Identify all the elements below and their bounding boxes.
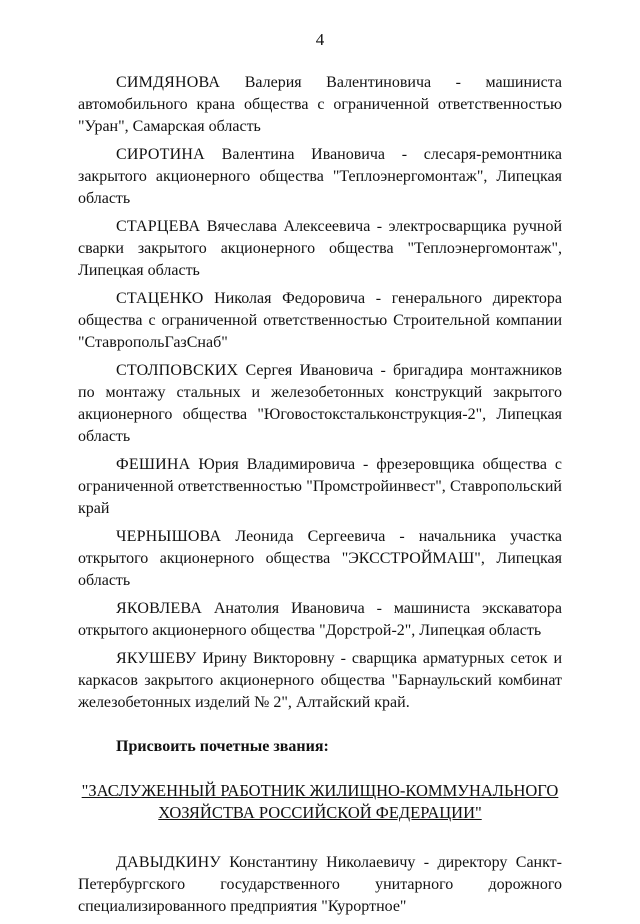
document-body xyxy=(78,72,562,924)
award-surname: СТАРЦЕВА xyxy=(116,218,201,235)
award-entry xyxy=(78,852,562,918)
award-surname: ФЕШИНА xyxy=(116,456,191,473)
award-surname: СТОЛПОВСКИХ xyxy=(116,362,239,379)
award-entry xyxy=(78,648,562,714)
award-entry xyxy=(78,526,562,592)
honorary-title xyxy=(78,780,562,824)
award-entry xyxy=(78,144,562,210)
award-details: Константину Николаевичу - директору Санкт-Петербургского государственного унитарного дорожного специализированного предприятия "Курортное" xyxy=(78,854,562,915)
award-details: Анатолия Ивановича - машиниста экскаватора открытого акционерного общества "Дорстрой-2", Липецкая область xyxy=(78,600,562,639)
honorary-title-line: "ЗАСЛУЖЕННЫЙ РАБОТНИК ЖИЛИЩНО-КОММУНАЛЬНОГО xyxy=(81,781,559,800)
award-details: Леонида Сергеевича - начальника участка открытого акционерного общества "ЭКССТРОЙМАШ", Липецкая область xyxy=(78,528,562,589)
award-entry xyxy=(78,454,562,520)
award-entry xyxy=(78,72,562,138)
award-surname: СИРОТИНА xyxy=(116,146,205,163)
award-surname: ЯКУШЕВУ xyxy=(116,650,197,667)
honorary-title-line: ХОЗЯЙСТВА РОССИЙСКОЙ ФЕДЕРАЦИИ" xyxy=(158,803,482,822)
award-entry xyxy=(78,360,562,448)
award-details: Валентина Ивановича - слесаря-ремонтника закрытого акционерного общества "Теплоэнергомонтаж", Липецкая область xyxy=(78,146,562,207)
award-details: Вячеслава Алексеевича - электросварщика ручной сварки закрытого акционерного общества "Теплоэнергомонтаж", Липецкая область xyxy=(78,218,563,279)
section-heading: Присвоить почетные звания: xyxy=(116,738,329,755)
award-entry xyxy=(78,216,562,282)
award-surname: ДАВЫДКИНУ xyxy=(116,854,221,871)
award-surname: ЧЕРНЫШОВА xyxy=(116,528,222,545)
award-surname: СТАЦЕНКО xyxy=(116,290,204,307)
page-number: 4 xyxy=(315,30,325,49)
award-details: Валерия Валентиновича - машиниста автомобильного крана общества с ограниченной ответственностью "Уран", Самарская область xyxy=(78,74,562,135)
award-details: Ирину Викторовну - сварщика арматурных сеток и каркасов закрытого акционерного общества "Барнаульский комбинат железобетонных изделий № 2", Алтайский край. xyxy=(78,650,563,711)
award-surname: СИМДЯНОВА xyxy=(116,74,221,91)
award-details: Николая Федоровича - генерального директора общества с ограниченной ответственностью Строительной компании "СтавропольГазСнаб" xyxy=(78,290,562,351)
award-entry xyxy=(78,598,562,642)
award-entry xyxy=(78,288,562,354)
award-surname: ЯКОВЛЕВА xyxy=(116,600,203,617)
award-details: Сергея Ивановича - бригадира монтажников по монтажу стальных и железобетонных конструкций закрытого акционерного общества "Юговостокстальконструкция-2", Липецкая область xyxy=(78,362,562,445)
award-details: Юрия Владимировича - фрезеровщика общества с ограниченной ответственностью "Промстройинвест", Ставропольский край xyxy=(78,456,562,517)
